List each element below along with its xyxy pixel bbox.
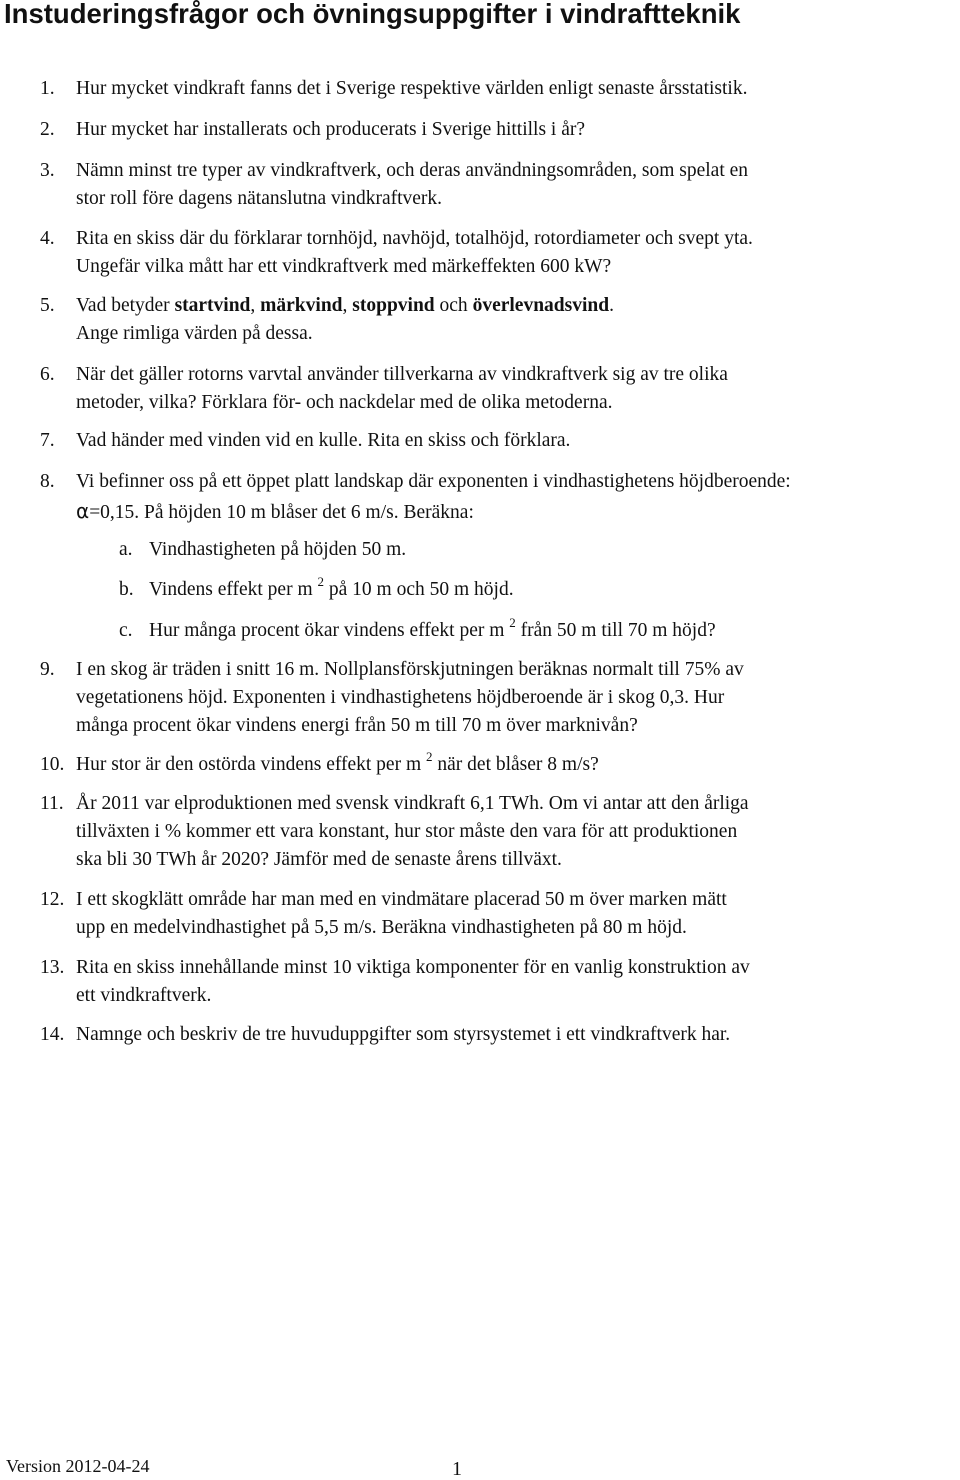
question-line [76, 497, 474, 527]
question-number: 4. [40, 228, 55, 249]
question-line: Rita en skiss där du förklarar tornhöjd, navhöjd, totalhöjd, rotordiameter och svept yta. [76, 228, 753, 249]
text-run: Vad betyder [76, 295, 175, 316]
sub-question-letter: b. [119, 579, 134, 600]
question-text [76, 790, 960, 874]
alpha-symbol: α [76, 499, 90, 523]
question-text [76, 157, 960, 213]
question-line: I ett skogklätt område har man med en vindmätare placerad 50 m över marken mätt [76, 889, 727, 910]
text-run: från 50 m till 70 m höjd? [515, 620, 716, 641]
question-line: ett vindkraftverk. [76, 985, 212, 1006]
text-run: på 10 m och 50 m höjd. [324, 579, 514, 600]
question-number: 14. [40, 1024, 65, 1045]
question-number: 8. [40, 471, 55, 492]
question-line: Ange rimliga värden på dessa. [76, 323, 313, 344]
question-line: stor roll före dagens nätanslutna vindkraftverk. [76, 188, 443, 209]
question-number: 10. [40, 754, 65, 775]
question-number: 11. [40, 793, 64, 814]
superscript: 2 [426, 749, 433, 764]
page-number: 1 [452, 1458, 462, 1480]
superscript: 2 [317, 574, 325, 589]
text-run: , [342, 295, 353, 316]
question-number: 3. [40, 160, 55, 181]
text-run: Vindens effekt per m [149, 579, 318, 600]
version-label: Version 2012-04-24 [6, 1456, 150, 1476]
text-run: Hur många procent ökar vindens effekt per m [149, 620, 510, 641]
text-run: och [434, 295, 473, 316]
term-stoppvind: stoppvind [352, 295, 435, 316]
question-line: upp en medelvindhastighet på 5,5 m/s. Beräkna vindhastigheten på 80 m höjd. [76, 917, 687, 938]
text-run: , [250, 295, 261, 316]
question-line: År 2011 var elproduktionen med svensk vindkraft 6,1 TWh. Om vi antar att den årliga [76, 793, 749, 814]
question-text [76, 886, 960, 942]
question-number: 13. [40, 957, 65, 978]
question-text: Hur mycket har installerats och producerats i Sverige hittills i år? [76, 119, 586, 140]
question-line: Ungefär vilka mått har ett vindkraftverk med märkeffekten 600 kW? [76, 256, 612, 277]
question-line: ska bli 30 TWh år 2020? Jämför med de senaste årens tillväxt. [76, 849, 562, 870]
question-line: Rita en skiss innehållande minst 10 viktiga komponenter för en vanlig konstruktion av [76, 957, 750, 978]
question-text [76, 361, 960, 417]
question-text [76, 656, 960, 740]
question-text: Vad händer med vinden vid en kulle. Rita en skiss och förklara. [76, 430, 571, 451]
page-title: Instuderingsfrågor och övningsuppgifter i vindraftteknik [4, 0, 741, 29]
term-overlevnadsvind: överlevnadsvind [472, 295, 610, 316]
question-number: 2. [40, 119, 55, 140]
sub-question-letter: a. [119, 539, 133, 560]
sub-question-text [149, 617, 949, 645]
text-run: . [609, 295, 614, 316]
question-line [76, 292, 960, 320]
term-startvind: startvind [174, 295, 251, 316]
question-number: 6. [40, 364, 55, 385]
term-markvind: märkvind [260, 295, 343, 316]
question-text [76, 751, 960, 779]
question-line: tillväxten i % kommer ett vara konstant, hur stor måste den vara för att produktionen [76, 821, 738, 842]
question-text: Namnge och beskriv de tre huvuduppgifter som styrsystemet i ett vindkraftverk har. [76, 1024, 731, 1045]
question-text [76, 468, 960, 496]
question-number: 9. [40, 659, 55, 680]
question-text [76, 954, 960, 1010]
question-line: Vi befinner oss på ett öppet platt landskap där exponenten i vindhastighetens höjdberoende: [76, 471, 791, 492]
text-run: =0,15. På höjden 10 m blåser det 6 m/s. Beräkna: [89, 502, 474, 523]
text-run: när det blåser 8 m/s? [432, 754, 599, 775]
question-text [76, 292, 960, 348]
question-number: 5. [40, 295, 55, 316]
question-line: vegetationens höjd. Exponenten i vindhastighetens höjdberoende är i skog 0,3. Hur [76, 687, 725, 708]
question-line: När det gäller rotorns varvtal använder tillverkarna av vindkraftverk sig av tre olika [76, 364, 728, 385]
question-line: många procent ökar vindens energi från 50 m till 70 m över marknivån? [76, 715, 638, 736]
question-number: 1. [40, 78, 55, 99]
question-text [76, 225, 960, 281]
question-line: I en skog är träden i snitt 16 m. Nollplansförskjutningen beräknas normalt till 75% av [76, 659, 744, 680]
question-number: 7. [40, 430, 55, 451]
question-line: metoder, vilka? Förklara för- och nackdelar med de olika metoderna. [76, 392, 613, 413]
question-line: Nämn minst tre typer av vindkraftverk, och deras användningsområden, som spelat en [76, 160, 749, 181]
sub-question-letter: c. [119, 620, 133, 641]
superscript: 2 [509, 615, 516, 630]
question-text: Hur mycket vindkraft fanns det i Sverige respektive världen enligt senaste årsstatistik. [76, 78, 748, 99]
sub-question-text [149, 576, 949, 604]
question-number: 12. [40, 889, 65, 910]
text-run: Hur stor är den ostörda vindens effekt per m [76, 754, 427, 775]
sub-question-text: Vindhastigheten på höjden 50 m. [149, 539, 407, 560]
